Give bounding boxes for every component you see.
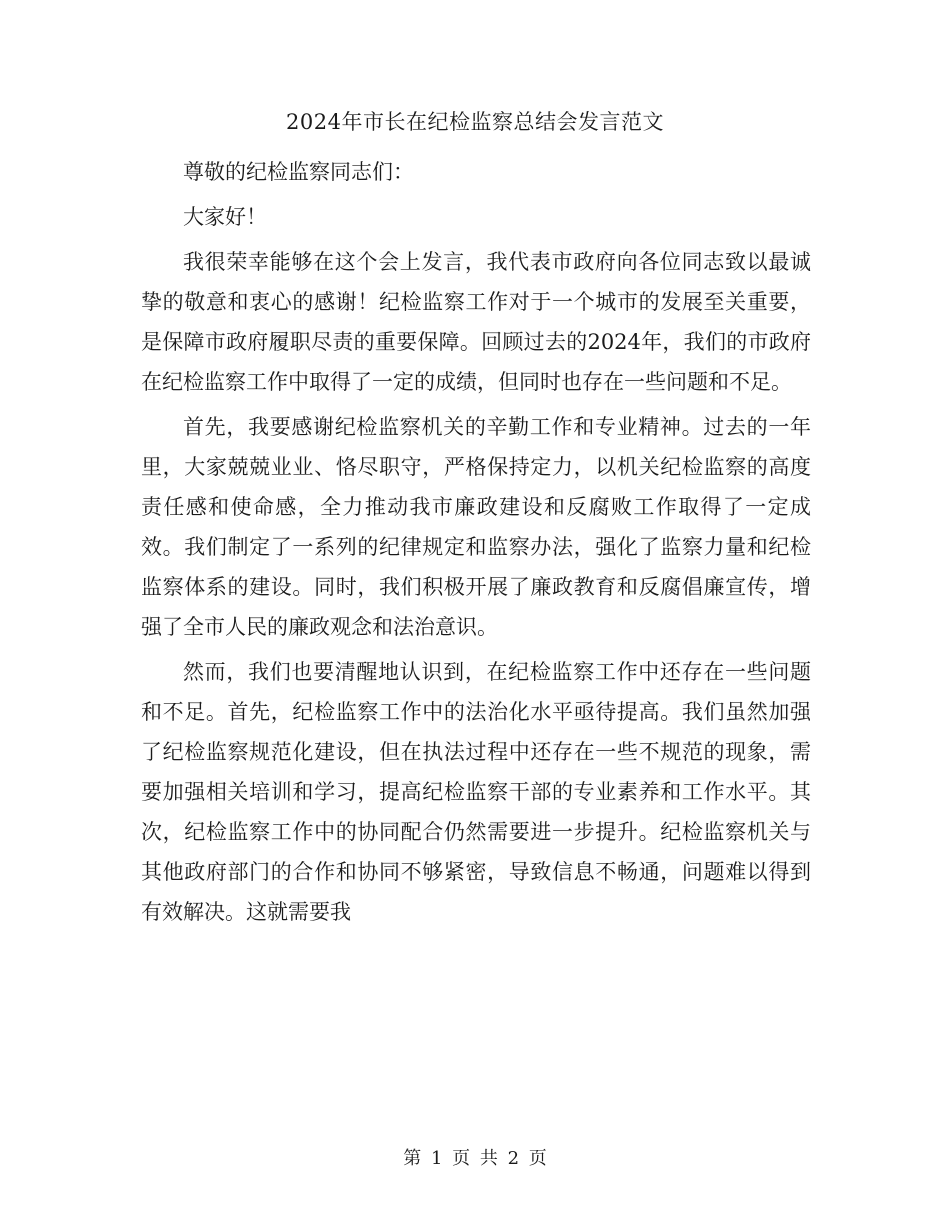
paragraph-greeting: 大家好！: [183, 205, 267, 229]
document-title: 2024年市长在纪检监察总结会发言范文: [286, 110, 664, 134]
paragraph-achievements: 首先，我要感谢纪检监察机关的辛勤工作和专业精神。过去的一年里，大家兢兢业业、恪尽职守，严格保持定力，以机关纪检监察的高度责任感和使命感，全力推动我市廉政建设和反腐败工作取得了一定成效。我们制定了一系列的纪律规定和监察办法，强化了监察力量和纪检监察体系的建设。同时，我们积极开展了廉政教育和反腐倡廉宣传，增强了全市人民的廉政观念和法治意识。: [141, 415, 811, 639]
page-number-footer: 第 1 页 共 2 页: [403, 1148, 547, 1169]
paragraph-salutation: 尊敬的纪检监察同志们：: [183, 160, 414, 184]
paragraph-intro: 我很荣幸能够在这个会上发言，我代表市政府向各位同志致以最诚挚的敬意和衷心的感谢！纪检监察工作对于一个城市的发展至关重要，是保障市政府履职尽责的重要保障。回顾过去的2024年，我们的市政府在纪检监察工作中取得了一定的成绩，但同时也存在一些问题和不足。: [141, 250, 811, 394]
paragraph-problems: 然而，我们也要清醒地认识到，在纪检监察工作中还存在一些问题和不足。首先，纪检监察工作中的法治化水平亟待提高。我们虽然加强了纪检监察规范化建设，但在执法过程中还存在一些不规范的现象，需要加强相关培训和学习，提高纪检监察干部的专业素养和工作水平。其次，纪检监察工作中的协同配合仍然需要进一步提升。纪检监察机关与其他政府部门的合作和协同不够紧密，导致信息不畅通，问题难以得到有效解决。这就需要我: [141, 660, 811, 924]
document-body: [141, 152, 811, 937]
